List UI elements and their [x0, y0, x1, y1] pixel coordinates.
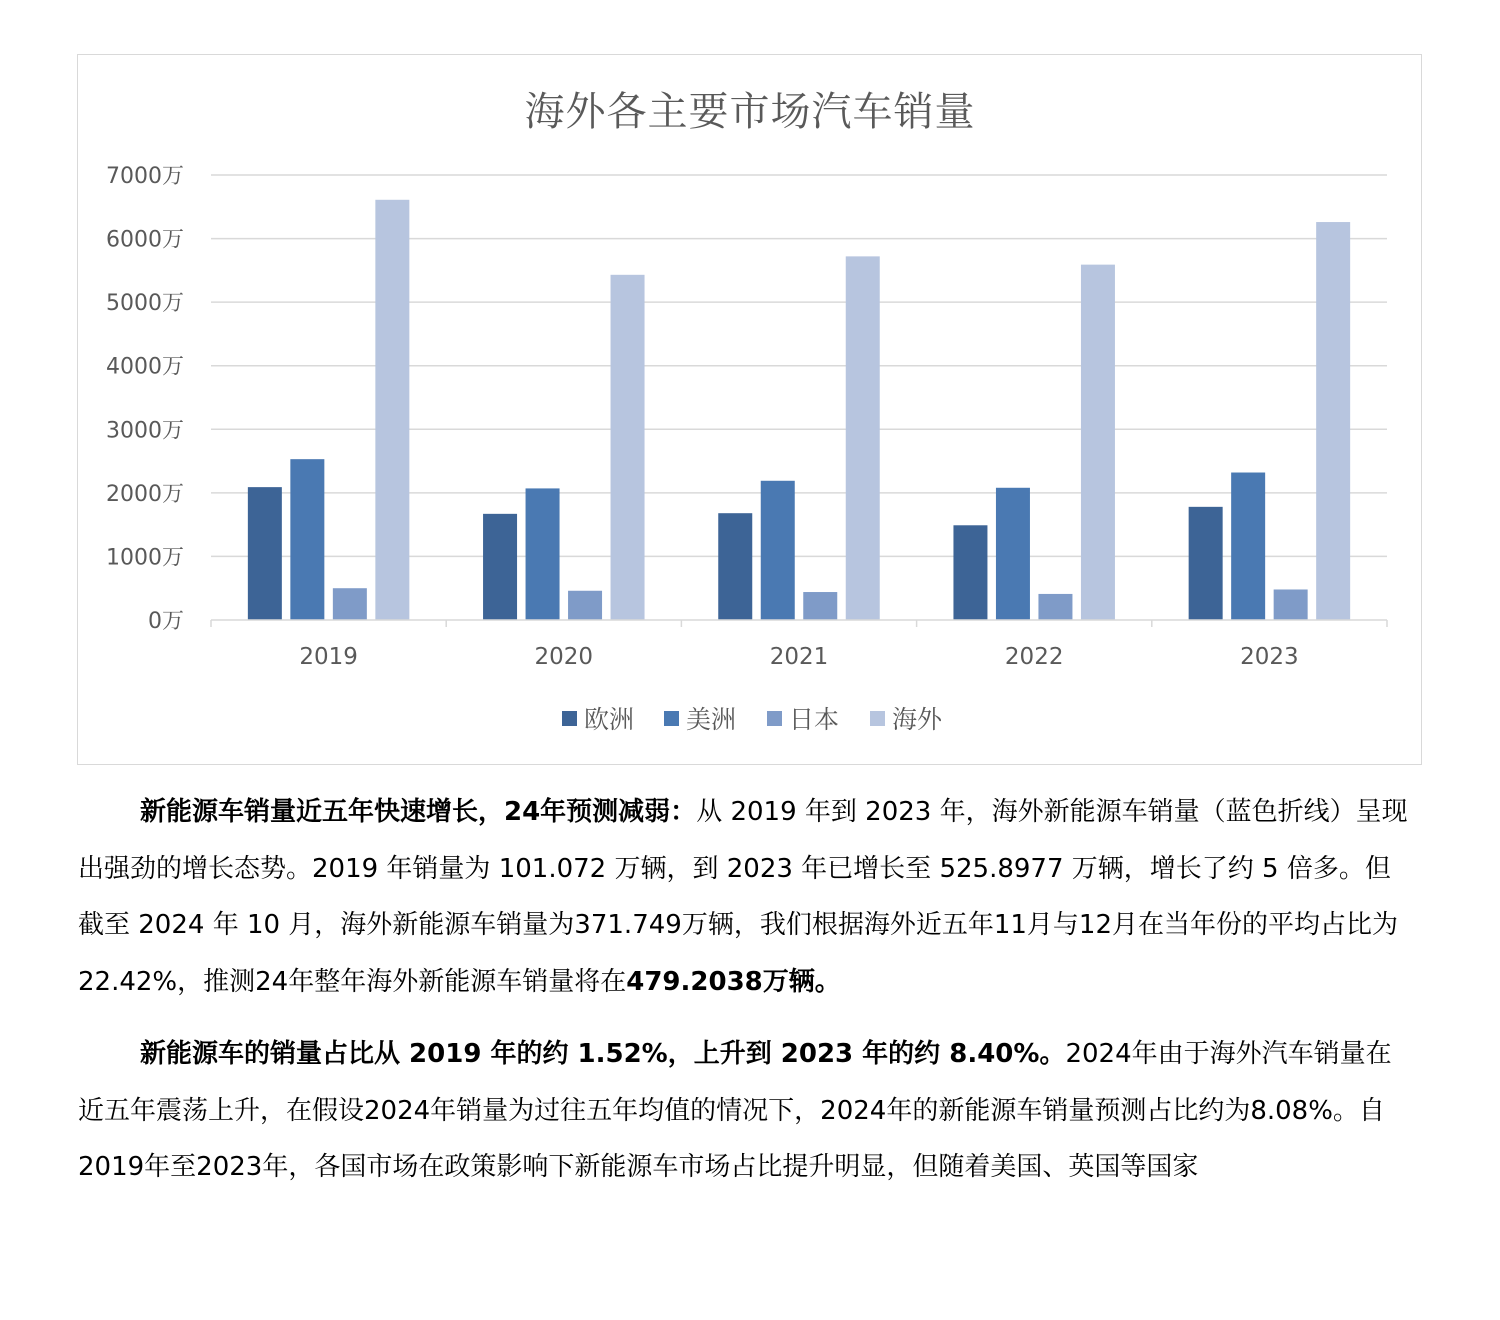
y-tick-label: 0万: [148, 609, 184, 634]
bar-欧洲-2021: [718, 513, 752, 620]
y-tick-label: 1000万: [106, 545, 184, 571]
bar-欧洲-2022: [953, 525, 987, 620]
legend: [562, 705, 943, 734]
x-tick-label: 2019: [299, 644, 358, 670]
bar-日本-2021: [803, 592, 837, 620]
legend-label: 美洲: [686, 705, 737, 734]
y-tick-label: 5000万: [106, 291, 184, 317]
y-tick-label: 3000万: [106, 418, 184, 444]
x-tick-label: 2020: [534, 644, 594, 670]
bar-日本-2022: [1038, 594, 1072, 620]
y-tick-label: 4000万: [106, 354, 184, 380]
legend-swatch: [870, 711, 885, 726]
chart-title: 海外各主要市场汽车销量: [524, 89, 976, 135]
paragraph-1-lead: 新能源车销量近五年快速增长，24年预测减弱：: [140, 797, 697, 827]
x-axis: [211, 620, 1387, 627]
y-tick-label: 7000万: [106, 164, 184, 189]
bar-日本-2023: [1274, 589, 1308, 620]
paragraph-2-lead: 新能源车的销量占比从 2019 年的约 1.52%，上升到 2023 年的约 8.40%。: [140, 1039, 1066, 1069]
y-axis-ticks: [106, 164, 184, 634]
bar-海外-2020: [611, 275, 645, 620]
bar-美洲-2022: [996, 488, 1030, 620]
bar-美洲-2023: [1231, 473, 1265, 620]
bar-美洲-2019: [290, 459, 324, 620]
legend-label: 日本: [789, 705, 840, 734]
bar-欧洲-2023: [1189, 507, 1223, 620]
legend-label: 海外: [892, 705, 943, 734]
bar-海外-2023: [1316, 222, 1350, 620]
x-tick-label: 2023: [1240, 644, 1299, 670]
bar-欧洲-2019: [248, 487, 282, 620]
x-tick-label: 2022: [1004, 644, 1064, 670]
article-body: [78, 784, 1413, 1196]
bar-海外-2019: [375, 200, 409, 620]
bar-美洲-2021: [761, 481, 795, 620]
legend-swatch: [664, 711, 679, 726]
x-axis-ticks: [299, 644, 1298, 670]
paragraph-1: [78, 784, 1413, 1010]
y-tick-label: 6000万: [106, 227, 184, 253]
bar-美洲-2020: [526, 488, 560, 620]
paragraph-1-body: 从 2019 年到 2023 年，海外新能源车销量（蓝色折线）呈现出强劲的增长态势。2019 年销量为 101.072 万辆，到 2023 年已增长至 525.8977 万辆，增长了约 5 倍多。但截至 2024 年 10 月，海外新能源车销量为371.749万辆，我们根据海外近五年11月与12月在当年份的平均占比为22.42%，推测24年整年海外新能源车销量将在: [78, 797, 1408, 997]
bar-欧洲-2020: [483, 514, 517, 620]
x-tick-label: 2021: [769, 644, 829, 670]
bar-海外-2021: [846, 256, 880, 620]
bar-日本-2019: [333, 588, 367, 620]
legend-label: 欧洲: [584, 705, 635, 734]
paragraph-2: [78, 1026, 1413, 1196]
paragraph-2-body: 2024年由于海外汽车销量在近五年震荡上升，在假设2024年销量为过往五年均值的情况下，2024年的新能源车销量预测占比约为8.08%。自2019年至2023年，各国市场在政策影响下新能源车市场占比提升明显，但随着美国、英国等国家: [78, 1039, 1392, 1182]
bar-海外-2022: [1081, 265, 1115, 620]
legend-swatch: [562, 711, 577, 726]
bar-日本-2020: [568, 591, 602, 620]
y-tick-label: 2000万: [106, 481, 184, 507]
legend-swatch: [767, 711, 782, 726]
paragraph-1-conclusion: 479.2038万辆。: [626, 966, 841, 997]
